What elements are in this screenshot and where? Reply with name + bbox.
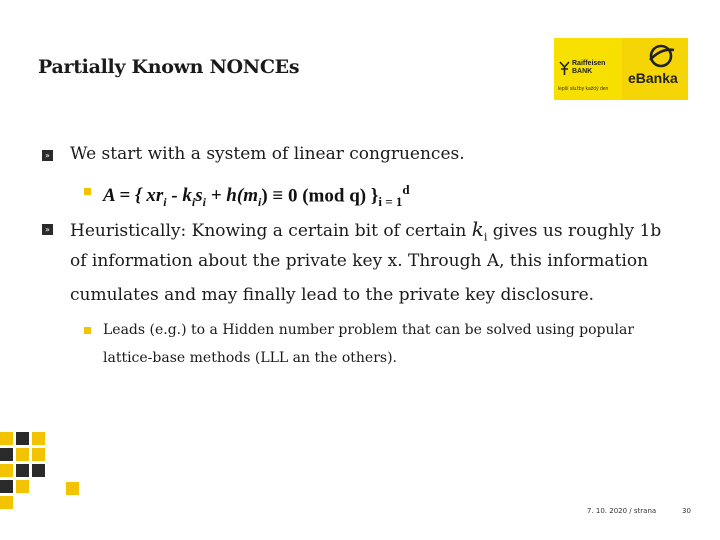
ebanka-wordmark: eBanka (628, 70, 678, 86)
footer-date: 7. 10. 2020 / strana (587, 507, 657, 515)
raiffeisen-tagline: lepší služby každý den (558, 86, 609, 92)
raiffeisen-name: Raiffeisen BANK (572, 60, 606, 75)
raiffeisen-logo (554, 38, 622, 100)
subbullet-text-line-1: Leads (e.g.) to a Hidden number problem that can be solved using popular (103, 322, 635, 338)
bullet-text: We start with a system of linear congruences. (70, 144, 465, 164)
bullet-marker-icon: » (42, 224, 53, 235)
bullet-text-line-2: of information about the private key x. Through A, this information (70, 251, 649, 271)
congruence-formula: A = { $xr_i - k_is_i + h(m_i) \equiv 0$ (mod q) }$_{i = 1}^d$ (103, 182, 410, 210)
subbullet-marker-icon (84, 327, 91, 334)
raiffeisen-mark-icon (559, 60, 570, 76)
subbullet-marker-icon (84, 188, 91, 195)
ebanka-swoosh-icon (646, 42, 676, 70)
subbullet-text-line-2: lattice-base methods (LLL an the others). (103, 350, 398, 366)
bullet-marker-icon: » (42, 150, 53, 161)
ebanka-logo (622, 38, 688, 100)
slide-title: Partially Known NONCEs (38, 56, 300, 78)
page-number: 30 (682, 507, 691, 515)
bank-logo (554, 38, 688, 100)
bullet-text-line-1: Heuristically: Knowing a certain bit of certain $k_i$ gives us roughly 1b (70, 217, 662, 244)
bullet-text-line-3: cumulates and may finally lead to the private key disclosure. (70, 285, 595, 305)
